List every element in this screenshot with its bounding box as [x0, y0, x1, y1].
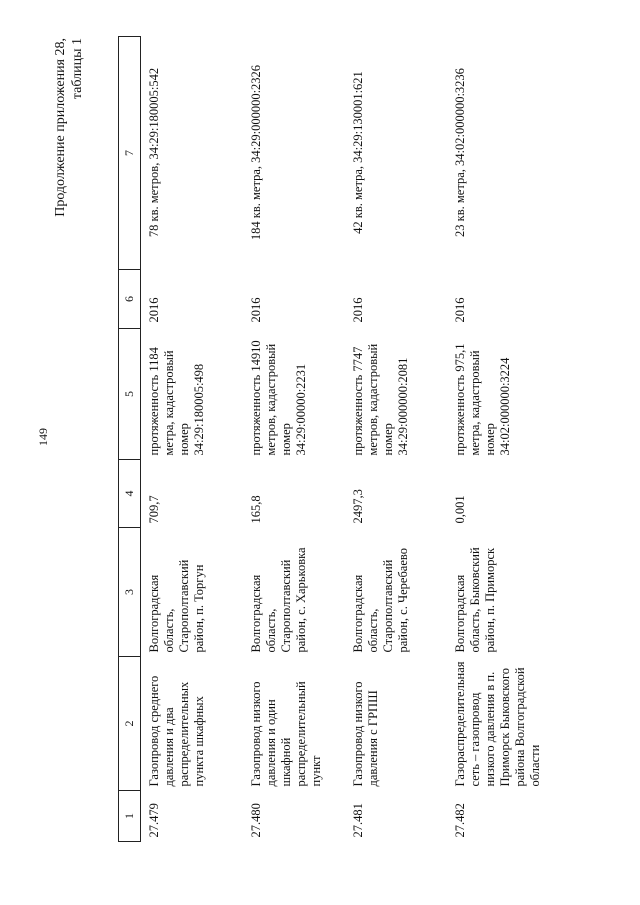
row-number: 27.479 [147, 803, 161, 838]
table-row [243, 37, 345, 842]
table-row [141, 37, 244, 842]
row-number: 27.481 [351, 803, 365, 838]
table-row [447, 37, 543, 842]
heading-line-1: Продолжение приложения 28, [53, 38, 68, 217]
page-number: 149 [36, 428, 50, 446]
object-location: Волгоградская область, Старополтавский район, с. Харьковка [249, 547, 308, 653]
land-plot-area: 42 кв. метра, 34:29:130001:621 [351, 71, 365, 234]
column-number: 6 [119, 270, 141, 329]
land-plot-area: 23 кв. метра, 34:02:000000:3236 [453, 68, 467, 237]
object-year: 2016 [453, 297, 467, 323]
object-year: 2016 [147, 297, 161, 323]
land-plot-area: 184 кв. метра, 34:29:000000:2326 [249, 64, 263, 241]
column-number-row [119, 37, 141, 842]
object-characteristics: протяженность 14910 метров, кадастровый номер 34:29:00000:2231 [249, 340, 308, 456]
column-number: 7 [119, 37, 141, 270]
object-location: Волгоградская область, Старополтавский район, п. Торгун [147, 559, 206, 653]
column-number: 4 [119, 460, 141, 528]
object-location: Волгоградская область, Старополтавский район, с. Черебаево [351, 548, 410, 653]
object-value: 709,7 [147, 495, 161, 524]
table-row [345, 37, 447, 842]
row-number: 27.482 [453, 803, 467, 838]
object-name: Газопровод среднего давления и два распределительных пункта шкафных [147, 675, 206, 787]
object-name: Газопровод низкого давления с ГРПШ [351, 681, 380, 787]
object-value: 165,8 [249, 495, 263, 524]
column-number: 1 [119, 791, 141, 842]
column-number: 5 [119, 329, 141, 460]
continuation-heading [52, 38, 86, 217]
object-year: 2016 [351, 297, 365, 323]
column-number: 2 [119, 657, 141, 791]
object-location: Волгоградская область, Быковский район, п. Приморск [453, 547, 497, 653]
object-year: 2016 [249, 297, 263, 323]
object-characteristics: протяженность 7747 метров, кадастровый номер 34:29:000000:2081 [351, 343, 410, 456]
object-name: Газопровод низкого давления и один шкафной распределительный пункт [249, 681, 323, 787]
property-table [118, 36, 543, 842]
object-characteristics: протяженность 975,1 метра, кадастровый номер 34:02:000000:3224 [453, 343, 512, 456]
object-value: 2497,3 [351, 489, 365, 524]
land-plot-area: 78 кв. метров, 34:29:180005:542 [147, 67, 161, 238]
object-name: Газораспределительная сеть – газопровод низкого давления в п. Приморск Быковского района Волгоградской области [453, 661, 542, 787]
object-value: 0,001 [453, 495, 467, 524]
object-characteristics: протяженность 1184 метра, кадастровый номер 34:29:180005:498 [147, 347, 206, 456]
column-number: 3 [119, 528, 141, 657]
row-number: 27.480 [249, 803, 263, 838]
heading-line-2: таблицы 1 [70, 38, 85, 100]
